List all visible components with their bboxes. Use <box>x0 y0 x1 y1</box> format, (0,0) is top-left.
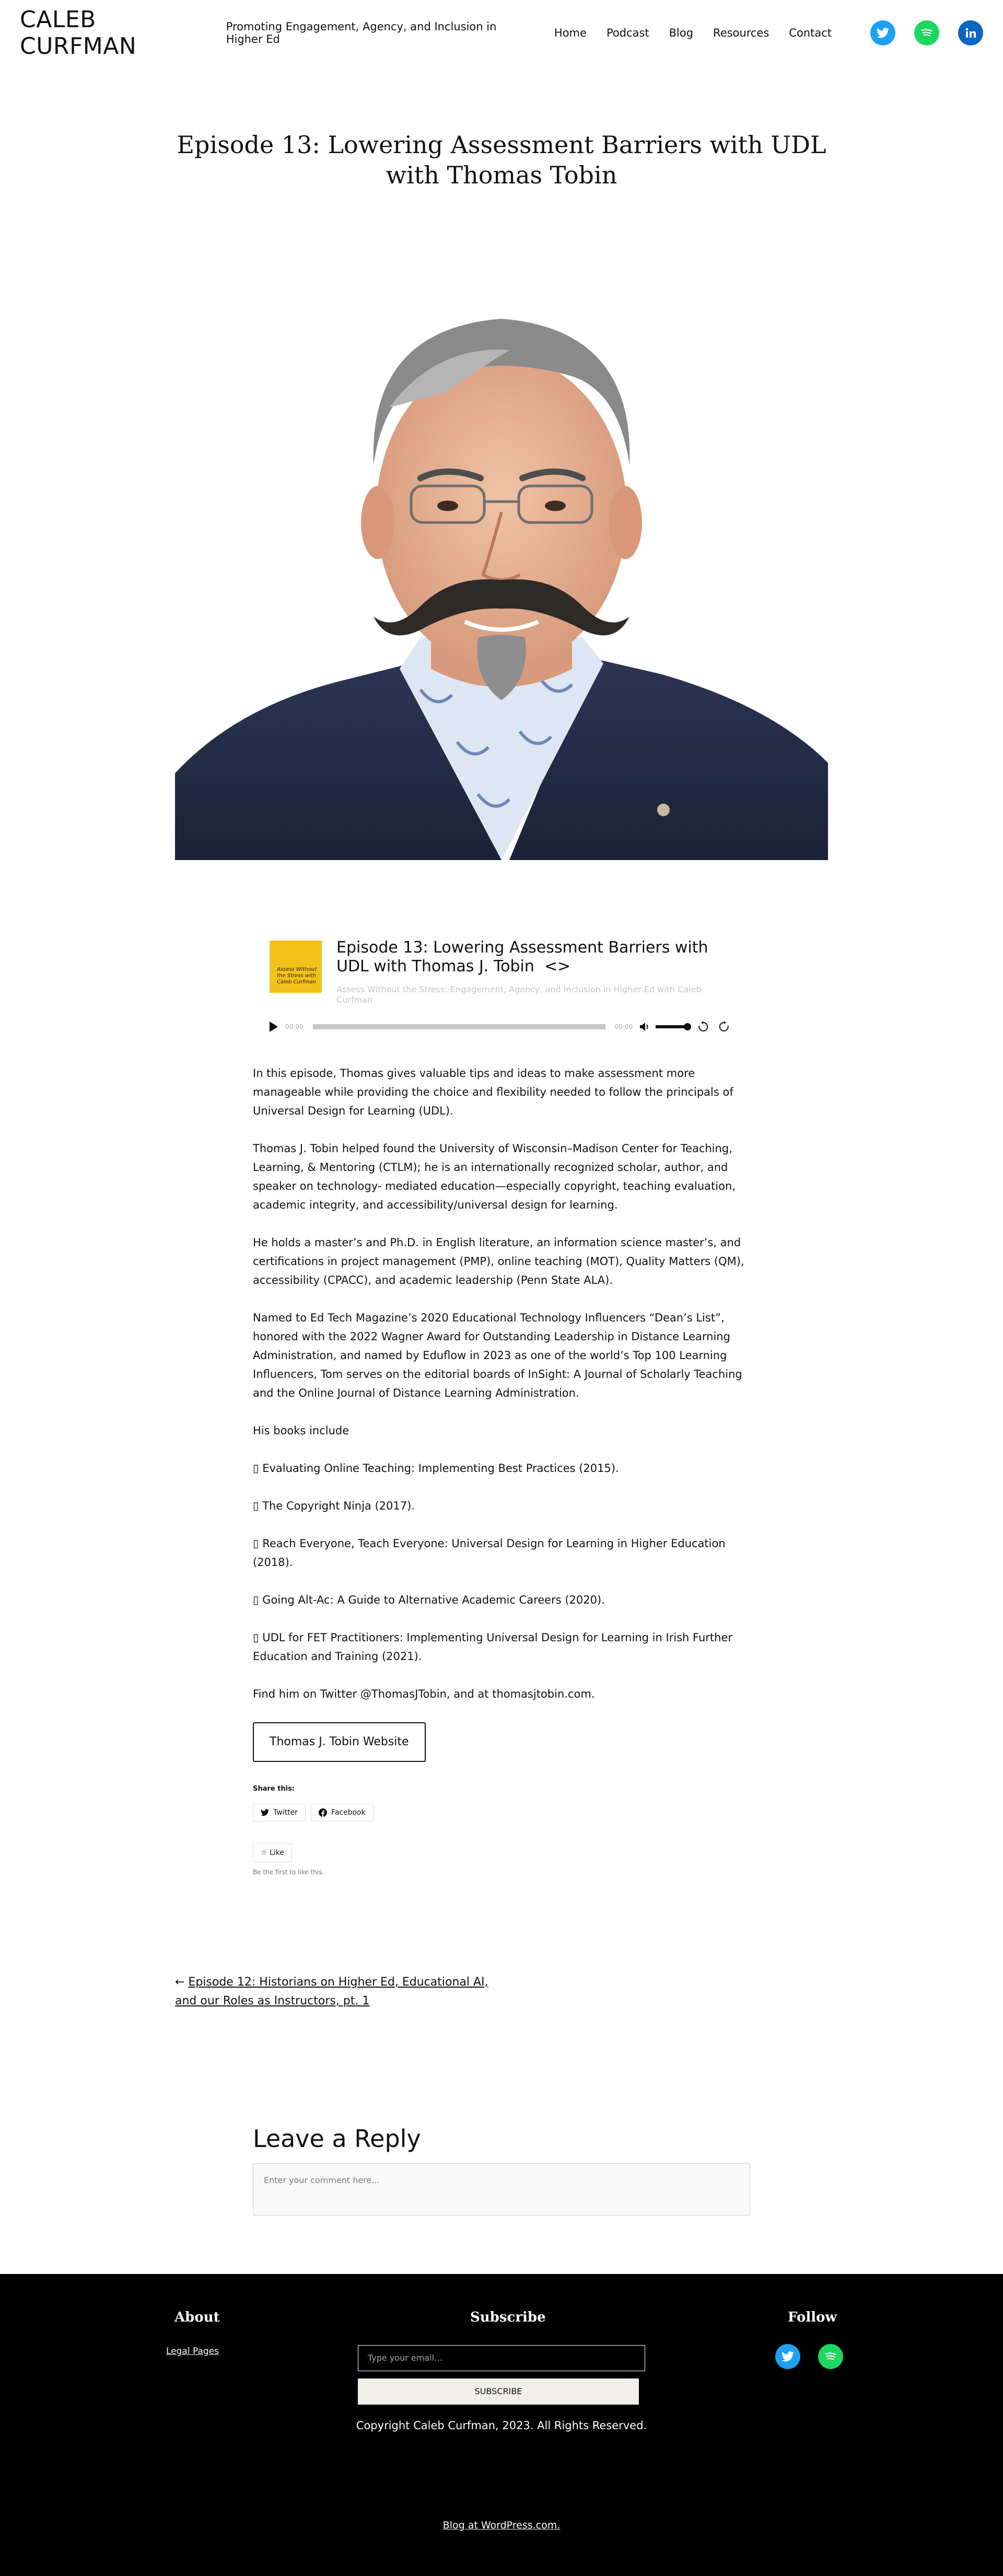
book-item: ▯ UDL for FET Practitioners: Implementing Universal Design for Learning in Irish Further Education and Training (2021). <box>253 1631 733 1663</box>
book-item: ▯ Evaluating Online Teaching: Implementing Best Practices (2015). <box>253 1462 619 1475</box>
show-name[interactable]: Assess Without the Stress: Engagement, Agency, and Inclusion in Higher Ed with Caleb Curfman <box>336 984 702 1005</box>
volume-icon[interactable] <box>639 1022 650 1032</box>
email-field[interactable]: Type your email… <box>358 2345 645 2371</box>
episode-title-text: Episode 13: Lowering Assessment Barriers with UDL with Thomas J. Tobin <box>336 938 708 976</box>
like-label: Like <box>270 1849 284 1857</box>
previous-post-link <box>175 1973 509 2011</box>
footer-about-title: About <box>174 2310 220 2325</box>
skip-back-icon[interactable] <box>697 1021 709 1032</box>
nav-blog[interactable]: Blog <box>669 27 694 39</box>
share-facebook-button[interactable] <box>311 1804 374 1821</box>
spotify-icon[interactable] <box>818 2344 843 2369</box>
paragraph: He holds a master’s and Ph.D. in English literature, an information science master’s, and certifications in project management (PMP), online teaching (MOT), Quality Matters (QM), accessibility (CPACC), and academic leadership (Penn State ALA). <box>253 1236 744 1286</box>
footer-subscribe-title: Subscribe <box>470 2310 546 2325</box>
share-label: Share this: <box>253 1785 295 1793</box>
share-buttons <box>253 1804 379 1821</box>
book-item: ▯ Reach Everyone, Teach Everyone: Universal Design for Learning in Higher Education (2018). <box>253 1537 726 1569</box>
share-facebook-label: Facebook <box>331 1808 366 1817</box>
book-item: ▯ Going Alt-Ac: A Guide to Alternative Academic Careers (2020). <box>253 1594 605 1606</box>
facebook-icon <box>319 1808 327 1817</box>
spotify-icon[interactable] <box>914 20 939 45</box>
linkedin-icon[interactable] <box>958 20 983 45</box>
like-button[interactable] <box>253 1843 292 1862</box>
comment-input[interactable]: Enter your comment here... <box>253 2163 750 2215</box>
paragraph: In this episode, Thomas gives valuable tips and ideas to make assessment more manageable while providing the choice and flexibility needed to follow the principals of Universal Design for Learning (UDL). <box>253 1067 733 1117</box>
podcast-cover-art <box>270 941 322 993</box>
website-button[interactable]: Thomas J. Tobin Website <box>253 1722 426 1762</box>
previous-post-title[interactable]: Episode 12: Historians on Higher Ed, Educational AI, and our Roles as Instructors, pt. 1 <box>175 1976 488 2008</box>
progress-track[interactable] <box>313 1024 605 1029</box>
site-title[interactable]: CALEB CURFMAN <box>20 6 137 60</box>
share-twitter-button[interactable] <box>253 1804 306 1821</box>
copyright: Copyright Caleb Curfman, 2023. All Rights Reserved. <box>356 2419 647 2432</box>
player-controls <box>270 1019 740 1035</box>
paragraph: Find him on Twitter @ThomasJTobin, and at thomasjtobin.com. <box>253 1688 595 1700</box>
book-item: ▯ The Copyright Ninja (2017). <box>253 1500 415 1512</box>
legal-pages-link[interactable]: Legal Pages <box>166 2346 219 2357</box>
nav-resources[interactable]: Resources <box>713 27 769 39</box>
post-content <box>253 1064 750 1762</box>
twitter-icon <box>261 1808 269 1817</box>
time-current: 00:00 <box>285 1023 304 1030</box>
star-icon: ☆ <box>261 1849 270 1857</box>
share-twitter-label: Twitter <box>273 1808 298 1817</box>
footer-follow-title: Follow <box>788 2310 837 2325</box>
wordpress-link[interactable]: Blog at WordPress.com. <box>442 2520 561 2531</box>
post-title: Episode 13: Lowering Assessment Barriers with UDL with Thomas Tobin <box>177 131 826 189</box>
paragraph: His books include <box>253 1424 349 1437</box>
play-icon[interactable] <box>270 1022 278 1032</box>
episode-title <box>336 938 733 976</box>
site-footer <box>0 2274 1003 2576</box>
twitter-icon[interactable] <box>775 2344 800 2369</box>
skip-forward-icon[interactable] <box>718 1021 730 1032</box>
site-header <box>0 0 1003 66</box>
reply-title: Leave a Reply <box>253 2125 421 2153</box>
cover-text: Assess Without the Stress with Caleb Curfman <box>277 967 317 985</box>
like-note: Be the first to like this. <box>253 1869 324 1876</box>
podcast-player <box>253 930 750 1050</box>
nav-contact[interactable]: Contact <box>789 27 832 39</box>
featured-portrait-image <box>175 219 828 860</box>
embed-code-icon[interactable]: <> <box>539 957 571 976</box>
paragraph: Named to Ed Tech Magazine’s 2020 Educational Technology Influencers “Dean’s List”, honored with the 2022 Wagner Award for Outstanding Leadership in Distance Learning Administration, and named by Eduflow in 2023 as one of the world’s Top 100 Learning Influencers, Tom serves on the editorial boards of InSight: A Journal of Scholarly Teaching and the Online Journal of Distance Learning Administration. <box>253 1312 742 1399</box>
twitter-icon[interactable] <box>870 20 895 45</box>
paragraph: Thomas J. Tobin helped found the University of Wisconsin–Madison Center for Teaching, Learning, & Mentoring (CTLM); he is an internationally recognized scholar, author, and speaker on technology- mediated education—especially copyright, teaching evaluation, academic integrity, and accessibility/universal design for learning. <box>253 1142 736 1211</box>
footer-social-links <box>775 2344 861 2369</box>
nav-home[interactable]: Home <box>554 27 587 39</box>
main-nav <box>554 27 852 39</box>
header-social-links <box>852 20 983 45</box>
arrow-left-icon: ← <box>175 1976 185 1989</box>
time-total: 00:00 <box>614 1023 633 1030</box>
nav-podcast[interactable]: Podcast <box>606 27 649 39</box>
site-tagline: Promoting Engagement, Agency, and Inclusion in Higher Ed <box>226 20 497 45</box>
subscribe-button[interactable]: SUBSCRIBE <box>358 2378 639 2405</box>
volume-slider[interactable] <box>656 1025 688 1028</box>
